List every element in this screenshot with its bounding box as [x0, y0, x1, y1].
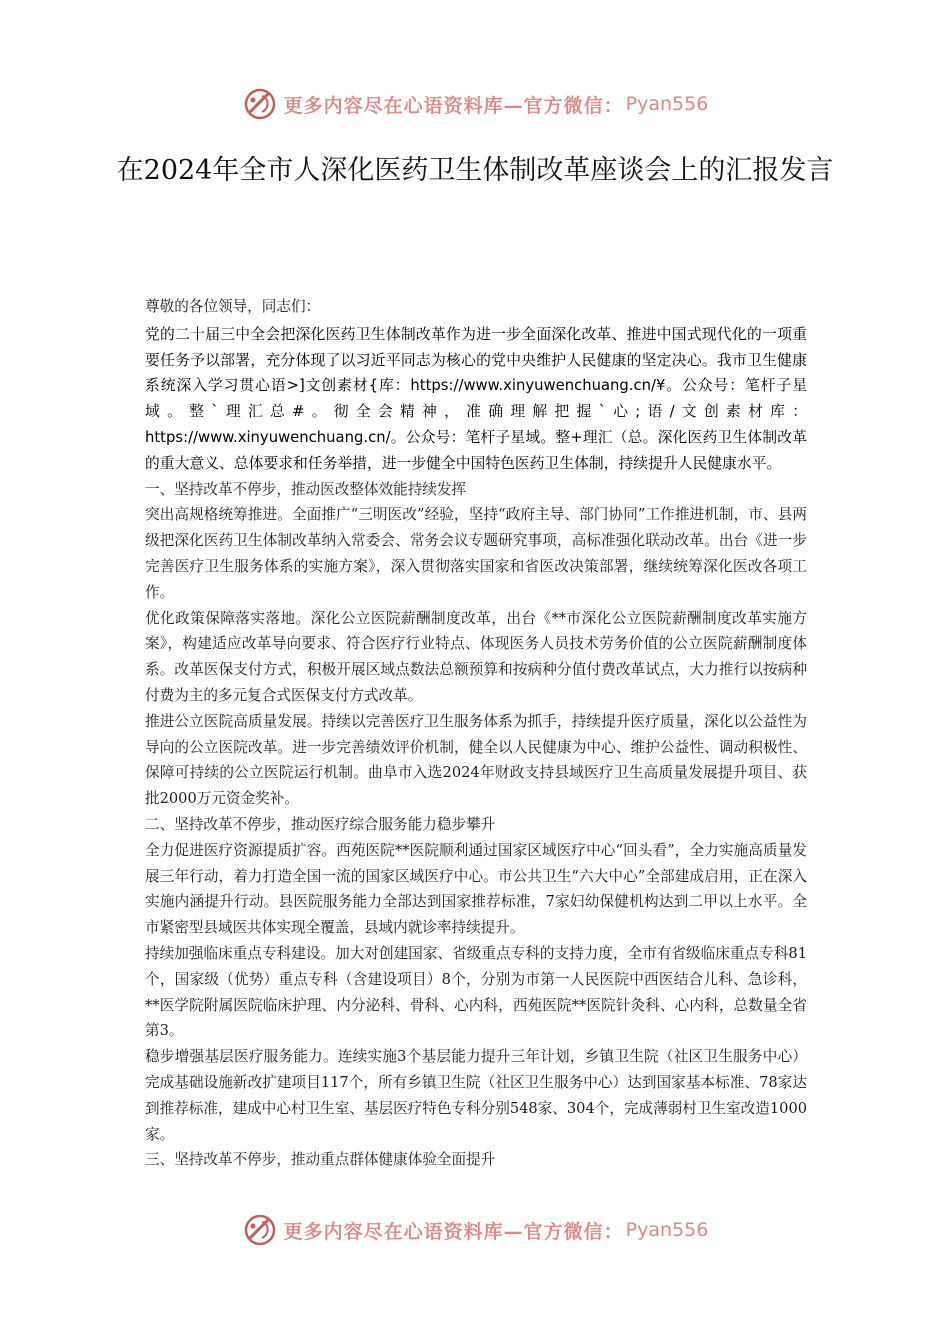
paragraph: 优化政策保障落实落地。深化公立医院薪酬制度改革，出台《**市深化公立医院薪酬制度改革实施方案》，构建适应改革导向要求、符合医疗行业特点、体现医务人员技术劳务价值的公立医院薪酬制度体系。改革医保支付方式，积极开展区域点数法总额预算和按病种分值付费改革试点，大力推行以按病种付费为主的多元复合式医保支付方式改革。	[145, 609, 807, 704]
paragraph: 推进公立医院高质量发展。持续以完善医疗卫生服务体系为抓手，持续提升医疗质量，深化以公益性为导向的公立医院改革。进一步完善绩效评价机制，健全以人民健康为中心、维护公益性、调动积极性、保障可持续的公立医院运行机制。曲阜市入选2024年财政支持县域医疗卫生高质量发展提升项目、获批2000万元资金奖补。	[145, 712, 807, 808]
intro-paragraph: 党的二十届三中全会把深化医药卫生体制改革作为进一步全面深化改革、推进中国式现代化的一项重要任务予以部署，充分体现了以习近平同志为核心的党中央维护人民健康的坚定决心。我市卫生健康系统深入学习贯心语>]文创素材{库：https://www.xinyuwenchuang.cn/¥。公众号：笔杆子星域。整`理汇总#。彻全会精神，准确理解把握`心;语/文创素材库：https://www.xinyuwenchuang.cn/。公众号：笔杆子星域。整+理汇（总。深化医药卫生体制改革的重大意义、总体要求和任务举措，进一步健全中国特色医药卫生体制，持续提升人民健康水平。	[145, 325, 807, 472]
greeting: 尊敬的各位领导，同志们：	[145, 298, 321, 315]
paragraph: 稳步增强基层医疗服务能力。连续实施3个基层能力提升三年计划，乡镇卫生院（社区卫生服务中心）完成基础设施新改扩建项目117个，所有乡镇卫生院（社区卫生服务中心）达到国家基本标准、78家达到推荐标准，建成中心村卫生室、基层医疗特色专科分别548家、304个，完成薄弱村卫生室改造1000家。	[145, 1048, 808, 1143]
section-heading: 三、坚持改革不停步，推动重点群体健康体验全面提升	[145, 1151, 496, 1169]
banner-text: 更多内容尽在心语资料库—官方微信：	[283, 94, 624, 117]
paragraph: 全力促进医疗资源提质扩容。西苑医院**医院顺利通过国家区域医疗中心“回头看”，全力实施高质量发展三年行动，着力打造全国一流的国家区域医疗中心。市公共卫生“六大中心”全部建成启用，正在深入实施内涵提升行动。县医院服务能力全部达到国家推荐标准，7家妇幼保健机构达到二甲以上水平。全市紧密型县域医共体实现全覆盖，县域内就诊率持续提升。	[145, 841, 807, 937]
brand-logo-icon	[242, 1212, 278, 1248]
document-title: 在2024年全市人深化医药卫生体制改革座谈会上的汇报发言	[116, 155, 834, 186]
paragraph: 突出高规格统筹推进。全面推广“三明医改”经验，坚持“政府主导、部门协同”工作推进机制，市、县两级把深化医药卫生体制改革纳入常委会、常务会议专题研究事项，高标准强化联动改革。出台《进一步完善医疗卫生服务体系的实施方案》，深入贯彻落实国家和省医改决策部署，继续统筹深化医改各项工作。	[145, 506, 807, 601]
banner-handle: Pyan556	[625, 93, 709, 115]
header-banner	[0, 84, 950, 124]
document-body	[145, 294, 807, 1173]
footer-banner	[0, 1210, 950, 1250]
brand-logo-icon	[242, 86, 278, 122]
section-heading: 二、坚持改革不停步，推动医疗综合服务能力稳步攀升	[145, 815, 496, 833]
section-heading: 一、坚持改革不停步，推动医改整体效能持续发挥	[145, 480, 467, 498]
banner-text: 更多内容尽在心语资料库—官方微信：	[283, 1220, 624, 1243]
paragraph: 持续加强临床重点专科建设。加大对创建国家、省级重点专科的支持力度，全市有省级临床重点专科81个，国家级（优势）重点专科（含建设项目）8个，分别为市第一人民医院中西医结合儿科、急诊科，**医学院附属医院临床护理、内分泌科、骨科、心内科，西苑医院**医院针灸科、心内科，总数量全省第3。	[145, 944, 807, 1040]
banner-handle: Pyan556	[625, 1219, 709, 1241]
